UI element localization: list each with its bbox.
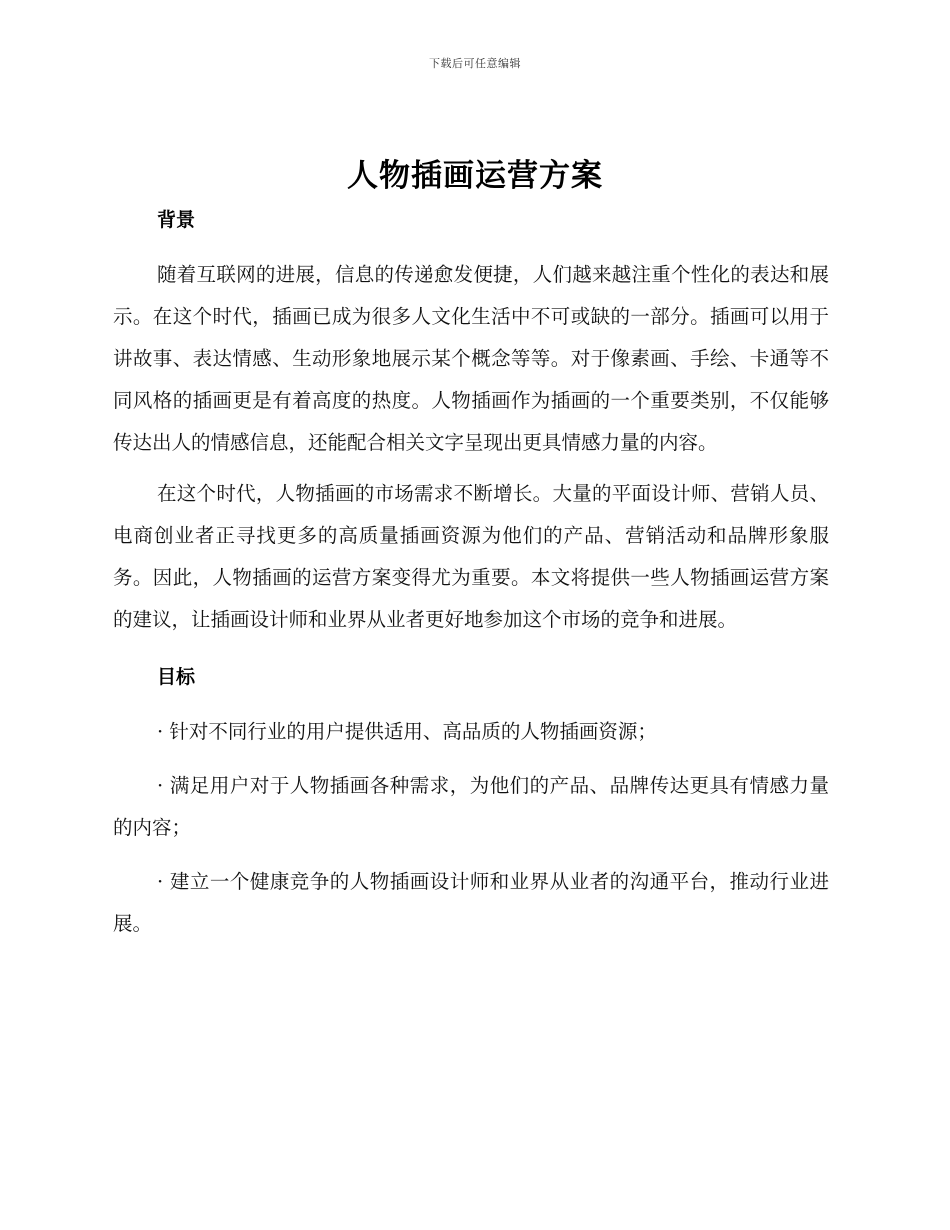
background-paragraph: 在这个时代，人物插画的市场需求不断增长。大量的平面设计师、营销人员、电商创业者正寻找更多的高质量插画资源为他们的产品、营销活动和品牌形象服务。因此，人物插画的运营方案变得尤为重要。本文将提供一些人物插画运营方案的建议，让插画设计师和业界从业者更好地参加这个市场的竞争和进展。 (113, 482, 829, 631)
goal-list-item: · 建立一个健康竞争的人物插画设计师和业界从业者的沟通平台，推动行业进展。 (113, 870, 829, 935)
document-body (113, 206, 829, 945)
goal-list-item: · 针对不同行业的用户提供适用、高品质的人物插画资源； (157, 720, 657, 743)
background-paragraph: 随着互联网的进展，信息的传递愈发便捷，人们越来越注重个性化的表达和展示。在这个时代，插画已成为很多人文化生活中不可或缺的一部分。插画可以用于讲故事、表达情感、生动形象地展示某个概念等等。对于像素画、手绘、卡通等不同风格的插画更是有着高度的热度。人物插画作为插画的一个重要类别，不仅能够传达出人的情感信息，还能配合相关文字呈现出更具情感力量的内容。 (113, 263, 829, 454)
header-note: 下载后可任意编辑 (429, 57, 521, 70)
goal-list-item: · 满足用户对于人物插画各种需求，为他们的产品、品牌传达更具有情感力量的内容； (113, 774, 829, 839)
section-heading-background: 背景 (157, 209, 196, 231)
document-title: 人物插画运营方案 (347, 158, 603, 194)
section-heading-goals: 目标 (157, 666, 196, 688)
